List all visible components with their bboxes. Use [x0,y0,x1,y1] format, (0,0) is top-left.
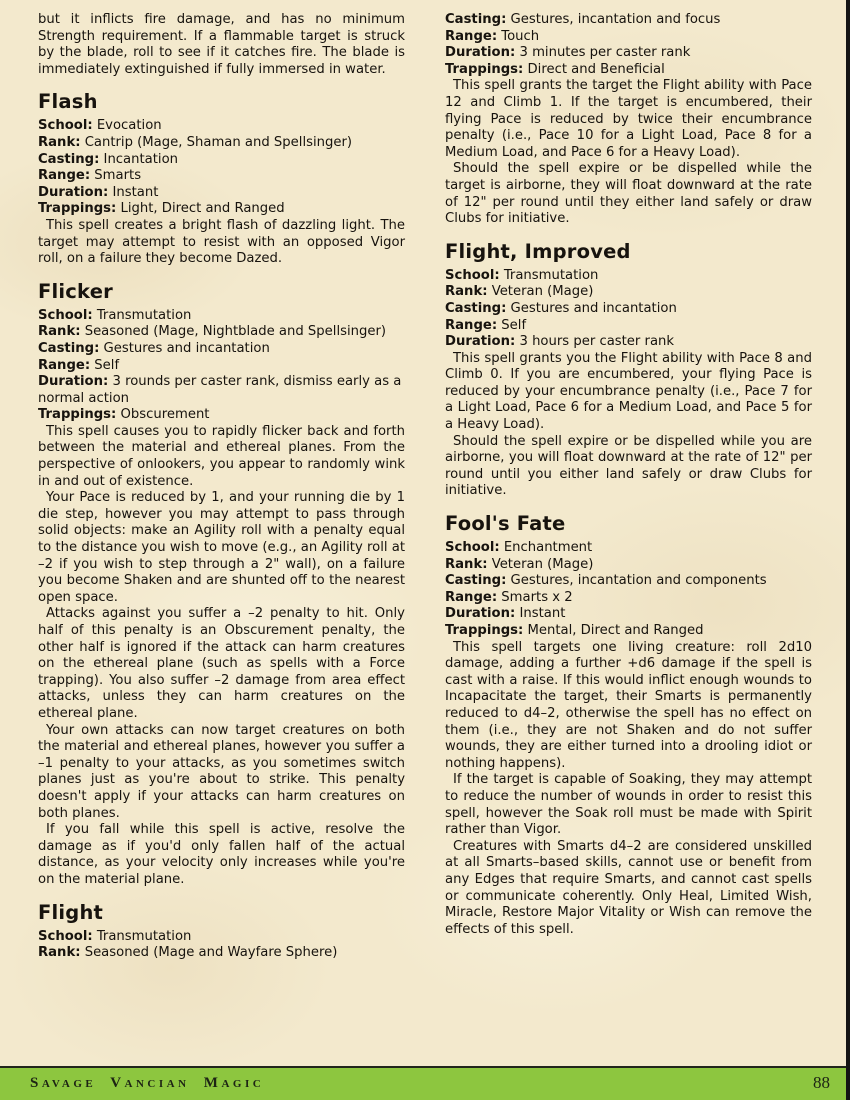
column-left [38,12,405,962]
body-paragraph: If you fall while this spell is active, resolve the damage as if you'd only fallen half of the actual distance, as your velocity only increases while you're on the material plane. [38,822,405,887]
body-paragraph: Attacks against you suffer a –2 penalty to hit. Only half of this penalty is an Obscurement penalty, the other half is ignored if the attack can harm creatures on the ethereal plane (such as spells with a Force trapping). You also suffer –2 damage from area effect attacks, unless they can harm creatures on the ethereal plane. [38,606,405,721]
stat-label: Trappings: [38,201,117,217]
body-paragraph: This spell grants the target the Flight ability with Pace 12 and Climb 1. If the target is encumbered, their flying Pace is reduced by twice their encumbrance penalty (i.e., Pace 10 for a Light Load, Pace 8 for a Medium Load, and Pace 6 for a Heavy Load). [445,78,812,160]
stat-label: Casting: [445,300,507,316]
stat-range: Range: Smarts x 2 [445,589,573,605]
body-paragraph: This spell causes you to rapidly flicker back and forth between the material and ethereal planes. From the perspective of onlookers, you appear to randomly wink in and out of existence. [38,423,405,489]
page-right-edge [846,0,850,1100]
stat-duration: Duration: 3 minutes per caster rank [445,45,691,61]
body-paragraph: This spell creates a bright flash of dazzling light. The target may attempt to resist with an opposed Vigor roll, on a failure they become Dazed. [38,217,405,267]
stat-label: Duration: [445,45,516,61]
spell-heading-flight-improved: Flight, Improved [445,239,631,263]
page-number: 88 [813,1073,830,1092]
book-title: Savage Vancian Magic [30,1074,265,1091]
stat-label: Rank: [445,284,488,300]
stat-label: Trappings: [38,407,117,423]
stat-label: Casting: [445,12,507,27]
body-paragraph: Creatures with Smarts d4–2 are considered unskilled at all Smarts–based skills, cannot use or benefit from any Edges that require Smarts, and cannot cast spells or communicate coherently. Only Heal, Limited Wish, Miracle, Restore Major Vitality or Wish can remove the effects of this spell. [445,838,812,937]
stat-label: Rank: [38,324,81,340]
stat-range: Range: Self [445,317,527,333]
body-paragraph: Should the spell expire or be dispelled while you are airborne, you will float downward at the rate of 12" per round until you either land safely or draw Clubs for initiative. [445,433,812,499]
stat-label: Rank: [38,945,81,961]
stat-range: Range: Touch [445,28,540,44]
column-right [445,12,812,962]
stat-casting: Casting: Gestures and incantation [445,300,677,316]
stat-label: School: [445,267,500,283]
stat-casting: Casting: Gestures, incantation and focus [445,12,721,27]
stat-school: School: Transmutation [445,267,599,283]
stat-rank: Rank: Seasoned (Mage and Wayfare Sphere) [38,945,338,961]
body-paragraph: Your own attacks can now target creatures on both the material and ethereal planes, however you suffer a –1 penalty to your attacks, as you sometimes switch planes just as you're about to strike. This penalty doesn't apply if your attacks can harm creatures on both planes. [38,722,405,821]
stat-range: Range: Self [38,357,120,373]
body-paragraph: Should the spell expire or be dispelled while the target is airborne, they will float downward at the rate of 12" per round until they either land safely or draw Clubs for initiative. [445,161,812,227]
stat-label: Range: [38,357,91,373]
stat-school: School: Enchantment [445,540,593,556]
spell-heading-fool-s-fate: Fool's Fate [445,512,566,536]
stat-duration: Duration: Instant [445,606,566,622]
stat-label: Range: [38,168,91,184]
stat-casting: Casting: Gestures and incantation [38,340,270,356]
stat-trappings: Trappings: Light, Direct and Ranged [38,201,285,217]
stat-school: School: Transmutation [38,307,192,323]
stat-label: Duration: [38,374,109,390]
stat-label: Rank: [38,134,81,150]
body-paragraph: This spell grants you the Flight ability with Pace 8 and Climb 0. If you are encumbered, your flying Pace is reduced by your encumbrance penalty (i.e., Pace 7 for a Light Load, Pace 6 for a Medium Load, and Pace 5 for a Heavy Load). [445,350,812,433]
stat-label: Casting: [38,340,100,356]
stat-school: School: Transmutation [38,928,192,944]
stat-label: Range: [445,28,498,44]
stat-duration: Duration: Instant [38,184,159,200]
stat-label: Casting: [445,573,507,589]
stat-rank: Rank: Seasoned (Mage, Nightblade and Spellsinger) [38,324,387,340]
stat-label: Range: [445,589,498,605]
stat-label: Range: [445,317,498,333]
stat-rank: Rank: Veteran (Mage) [445,284,594,300]
stat-label: School: [445,540,500,556]
stat-label: Duration: [38,184,109,200]
spell-heading-flash: Flash [38,90,98,114]
stat-rank: Rank: Veteran (Mage) [445,556,594,572]
body-paragraph: If the target is capable of Soaking, they may attempt to reduce the number of wounds in order to resist this spell, however the Soak roll must be made with Spirit rather than Vigor. [445,772,812,838]
stat-label: Duration: [445,334,516,350]
stat-duration: Duration: 3 rounds per caster rank, dismiss early as a normal action [38,374,402,406]
spell-heading-flight: Flight [38,900,104,924]
stat-label: Trappings: [445,623,524,638]
stat-trappings: Trappings: Mental, Direct and Ranged [445,623,704,638]
stat-label: Rank: [445,556,488,572]
stat-school: School: Evocation [38,118,162,134]
stat-trappings: Trappings: Direct and Beneficial [445,61,665,77]
stat-label: Trappings: [445,61,524,77]
stat-label: School: [38,118,93,134]
footer-bar [0,1066,850,1100]
stat-label: School: [38,307,93,323]
stat-casting: Casting: Incantation [38,151,179,167]
body-paragraph: This spell targets one living creature: roll 2d10 damage, adding a further +d6 damage if the spell is cast with a raise. If this would inflict enough wounds to Incapacitate the target, their Smarts is permanently reduced to d4–2, otherwise the spell has no effect on them (i.e., they are not Shaken and do not suffer wounds, they are either turned into a drooling idiot or nothing happens). [445,639,812,771]
stat-label: School: [38,928,93,944]
stat-range: Range: Smarts [38,168,142,184]
body-paragraph: Your Pace is reduced by 1, and your running die by 1 die step, however you may attempt to pass through solid objects: make an Agility roll with a penalty equal to the distance you wish to move (e.g., an Agility roll at –2 if you wish to step through a 2" wall), on a failure you become Shaken and are shunted off to the nearest open space. [38,490,405,605]
stat-duration: Duration: 3 hours per caster rank [445,334,675,350]
stat-casting: Casting: Gestures, incantation and components [445,573,767,589]
spell-heading-flicker: Flicker [38,279,113,303]
stat-trappings: Trappings: Obscurement [38,407,210,423]
body-paragraph: but it inflicts fire damage, and has no minimum Strength requirement. If a flammable target is struck by the blade, roll to see if it catches fire. The blade is immediately extinguished if fully immersed in water. [38,12,405,77]
stat-label: Casting: [38,151,100,167]
stat-rank: Rank: Cantrip (Mage, Shaman and Spellsinger) [38,134,353,150]
page-columns [38,12,812,962]
stat-label: Duration: [445,606,516,622]
